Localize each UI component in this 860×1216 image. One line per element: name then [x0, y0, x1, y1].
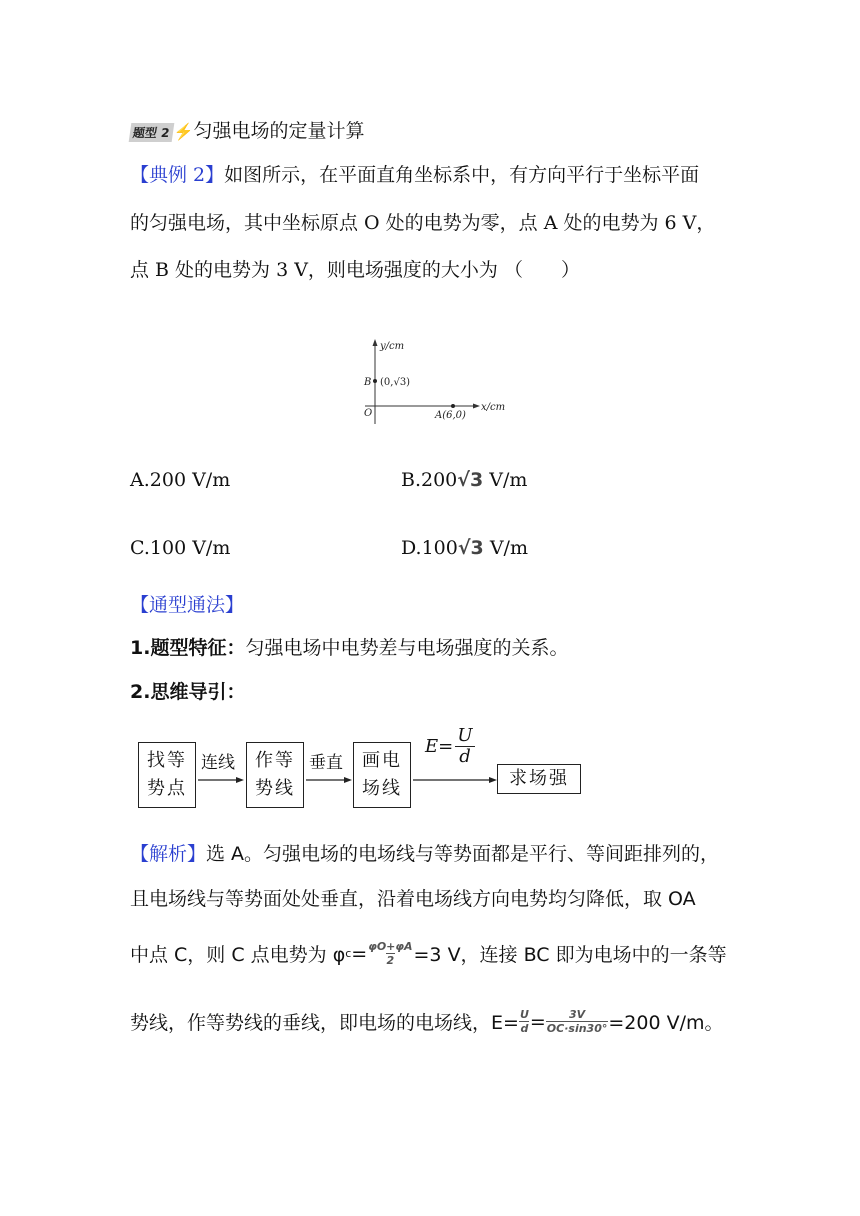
- option-a: A.200 V/m: [130, 469, 231, 491]
- example-label: 【典例 2】: [130, 164, 225, 186]
- flow-box-find-field-strength: 求场强: [497, 764, 581, 794]
- fraction-u-d: [519, 1008, 530, 1035]
- fraction-3v-num: 3V: [568, 1008, 586, 1021]
- x-axis-label: x/cm: [481, 402, 506, 413]
- section-title: 匀强电场的定量计算: [193, 120, 365, 142]
- fraction-u-d-num: U: [519, 1008, 529, 1021]
- flow-box-draw-field-lines: 画电场线: [353, 742, 411, 808]
- section-heading: [130, 116, 364, 143]
- flow-formula-den: d: [455, 746, 475, 767]
- solution-line-3: [130, 940, 727, 967]
- point-a-label: A(6,0): [435, 410, 466, 421]
- solution-text-3b: =3 V，连接 BC 即为电场中的一条等: [413, 944, 727, 966]
- option-d: [401, 537, 528, 559]
- option-c: C.100 V/m: [130, 537, 231, 559]
- solution-line-1: [130, 839, 719, 866]
- solution-text-1: 选 A。匀强电场的电场线与等势面都是平行、等间距排列的，: [206, 843, 720, 865]
- fraction-3v-den: OC·sin30°: [546, 1022, 608, 1035]
- option-b-prefix: B.200: [401, 469, 458, 491]
- point-b-coord: (0,√3): [380, 377, 411, 388]
- flow-arrow-2-label: 垂直: [309, 753, 343, 773]
- flow-box-draw-equipotential: 作等势线: [246, 742, 304, 808]
- origin-label: O: [364, 408, 373, 419]
- solution-line-2: 且电场线与等势面处处垂直，沿着电场线方向电势均匀降低，取 OA: [130, 888, 696, 910]
- example-text-1: 如图所示，在平面直角坐标系中，有方向平行于坐标平面: [224, 164, 700, 186]
- guide-label: 2.思维导引：: [130, 681, 246, 703]
- option-b-sqrt: √3: [457, 469, 484, 491]
- fraction-phi-den: 2: [386, 954, 395, 967]
- flow-box-find-points: 找等势点: [138, 742, 196, 808]
- feature-text: 匀强电场中电势差与电场强度的关系。: [245, 637, 569, 659]
- solution-eq-1: =: [351, 942, 368, 965]
- fraction-3v: [546, 1008, 609, 1035]
- flow-formula: [425, 726, 475, 767]
- y-axis-arrow: [373, 339, 378, 346]
- example-line-3: 点 B 处的电势为 3 V，则电场强度的大小为 （ ）: [130, 259, 580, 281]
- solution-text-3a: 中点 C，则 C 点电势为 φ: [130, 944, 346, 966]
- solution-text-4a: 势线，作等势线的垂线，即电场的电场线，E=: [130, 1012, 519, 1034]
- section-tag: 题型 2: [129, 123, 174, 142]
- option-b-suffix: V/m: [483, 469, 528, 491]
- flow-arrow-1-label: 连线: [201, 753, 235, 773]
- option-b: [401, 469, 527, 491]
- fraction-u-d-den: d: [520, 1022, 529, 1035]
- solution-text-4b: =200 V/m。: [608, 1012, 724, 1034]
- point-b: [373, 379, 377, 383]
- point-a: [451, 404, 455, 408]
- feature-line: [130, 633, 568, 660]
- x-axis-arrow: [473, 404, 480, 409]
- flow-formula-lhs: E=: [425, 736, 454, 757]
- lightning-icon: ⚡: [173, 122, 194, 141]
- option-d-suffix: V/m: [483, 537, 528, 559]
- method-heading: 【通型通法】: [130, 594, 245, 616]
- fraction-phi-num: φO+φA: [368, 940, 413, 953]
- feature-label: 1.题型特征：: [130, 637, 246, 659]
- flow-formula-num: U: [457, 725, 473, 746]
- point-b-label: B: [364, 377, 372, 388]
- solution-line-4: [130, 1008, 724, 1035]
- option-d-prefix: D.100: [401, 537, 458, 559]
- solution-label: 【解析】: [130, 843, 207, 865]
- example-line-1: [130, 160, 699, 187]
- example-line-2: 的匀强电场，其中坐标原点 O 处的电势为零，点 A 处的电势为 6 V，: [130, 212, 716, 234]
- coordinate-figure: [355, 336, 525, 426]
- fraction-phi: [367, 940, 413, 967]
- y-axis-label: y/cm: [380, 341, 405, 352]
- solution-sub-c: c: [345, 947, 352, 960]
- solution-eq-2: =: [529, 1010, 546, 1033]
- option-d-sqrt: √3: [457, 537, 484, 559]
